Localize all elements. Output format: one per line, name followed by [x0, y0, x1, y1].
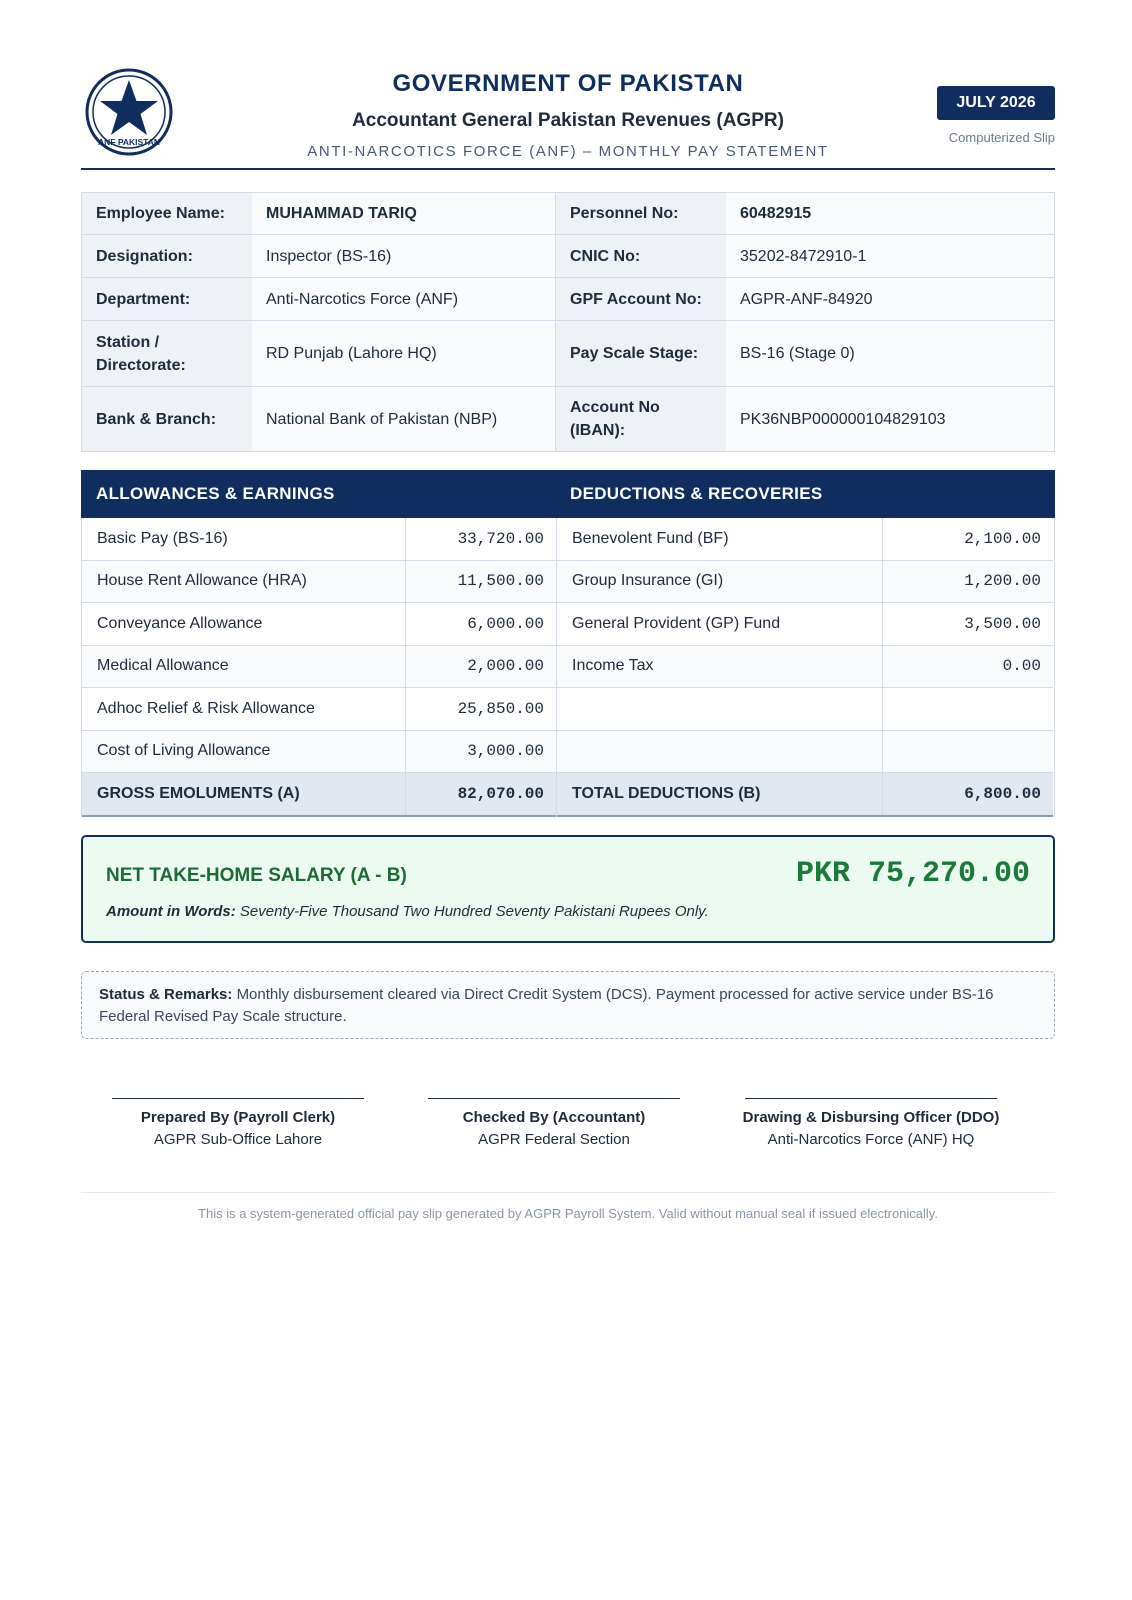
amount-in-words-text: Seventy-Five Thousand Two Hundred Seventy Pakistani Rupees Only. [239, 903, 709, 920]
employee-name-value: MUHAMMAD TARIQ [252, 193, 556, 234]
net-salary-amount: PKR 75,270.00 [795, 857, 1030, 891]
info-label: Bank & Branch: [82, 387, 252, 451]
slip-header [81, 60, 1055, 170]
gpf-account-value: AGPR-ANF-84920 [726, 278, 1053, 320]
info-label: Account No (IBAN): [556, 387, 726, 451]
bank-branch-value: National Bank of Pakistan (NBP) [252, 387, 556, 451]
deductions-column [556, 518, 1053, 817]
info-label: Pay Scale Stage: [556, 321, 726, 386]
deduction-name: Income Tax [557, 646, 883, 688]
iban-value: PK36NBP000000104829103 [726, 387, 1053, 451]
deduction-name: General Provident (GP) Fund [557, 603, 883, 645]
deduction-name: Group Insurance (GI) [557, 561, 883, 603]
total-deductions-amount: 6,800.00 [964, 784, 1041, 803]
deduction-amount [883, 688, 1053, 730]
deduction-name [557, 731, 883, 773]
pay-scale-stage-value: BS-16 (Stage 0) [726, 321, 1053, 386]
info-label: Designation: [82, 235, 252, 277]
earning-amount: 33,720.00 [457, 529, 544, 548]
designation-value: Inspector (BS-16) [252, 235, 556, 277]
signature-block [81, 1098, 1055, 1158]
status-remarks [81, 971, 1055, 1039]
info-row [82, 193, 1054, 235]
deduction-name [557, 688, 883, 730]
earning-row [82, 518, 556, 561]
info-label: Department: [82, 278, 252, 320]
earning-amount: 2,000.00 [467, 657, 544, 676]
cnic-value: 35202-8472910-1 [726, 235, 1053, 277]
ed-body [81, 518, 1055, 817]
station-value: RD Punjab (Lahore HQ) [252, 321, 556, 386]
signature-office: AGPR Federal Section [478, 1131, 630, 1148]
earning-row [82, 561, 556, 604]
info-label: CNIC No: [556, 235, 726, 277]
earnings-column [82, 518, 556, 817]
net-salary-label: NET TAKE-HOME SALARY (A - B) [106, 865, 407, 886]
signature-line [745, 1098, 997, 1099]
signature-role: Prepared By (Payroll Clerk) [140, 1109, 336, 1126]
employee-info-table [81, 192, 1055, 452]
government-title: GOVERNMENT OF PAKISTAN [392, 70, 744, 97]
total-deductions-row [557, 773, 1053, 817]
header-titles [81, 70, 1055, 160]
info-row [82, 235, 1054, 278]
info-row [82, 321, 1054, 387]
signature-office: AGPR Sub-Office Lahore [153, 1131, 323, 1148]
gross-emoluments-row [82, 773, 556, 817]
deduction-row [557, 518, 1053, 561]
earnings-deductions-table [81, 470, 1055, 817]
info-row [82, 278, 1054, 321]
earning-amount: 6,000.00 [467, 614, 544, 633]
earning-amount: 3,000.00 [467, 742, 544, 761]
signature-office: Anti-Narcotics Force (ANF) HQ [767, 1131, 975, 1148]
statement-title: ANTI-NARCOTICS FORCE (ANF) – MONTHLY PAY STATEMENT [307, 143, 829, 160]
earnings-heading: ALLOWANCES & EARNINGS [96, 484, 335, 503]
deduction-amount: 3,500.00 [964, 614, 1041, 633]
earning-row [82, 603, 556, 646]
pay-slip [81, 60, 1055, 1221]
amount-in-words [106, 903, 709, 920]
earning-row [82, 731, 556, 774]
deduction-amount: 1,200.00 [964, 572, 1041, 591]
earning-amount: 11,500.00 [457, 572, 544, 591]
earning-name: Basic Pay (BS-16) [82, 518, 406, 560]
info-label: GPF Account No: [556, 278, 726, 320]
info-label: Station / Directorate: [82, 321, 252, 386]
deduction-row [557, 646, 1053, 689]
signature-line [112, 1098, 364, 1099]
net-salary-box [81, 835, 1055, 943]
earning-row [82, 688, 556, 731]
total-deductions-label: TOTAL DEDUCTIONS (B) [557, 773, 883, 815]
deduction-amount: 0.00 [1002, 657, 1041, 676]
earning-name: Medical Allowance [82, 646, 406, 688]
department-value: Anti-Narcotics Force (ANF) [252, 278, 556, 320]
office-title: Accountant General Pakistan Revenues (AGPR) [352, 110, 784, 131]
deduction-name: Benevolent Fund (BF) [557, 518, 883, 560]
signature-role: Drawing & Disbursing Officer (DDO) [742, 1109, 1000, 1126]
gross-emoluments-amount: 82,070.00 [457, 784, 544, 803]
earning-row [82, 646, 556, 689]
deduction-row-empty [557, 688, 1053, 731]
footer-divider [81, 1192, 1055, 1193]
signature-role: Checked By (Accountant) [462, 1109, 646, 1126]
earning-name: Cost of Living Allowance [82, 731, 406, 773]
seal-text: ANF PAKISTAN [97, 137, 161, 147]
deduction-amount [883, 731, 1053, 773]
deduction-row-empty [557, 731, 1053, 774]
gross-emoluments-label: GROSS EMOLUMENTS (A) [82, 773, 406, 815]
deductions-heading: DEDUCTIONS & RECOVERIES [570, 484, 823, 503]
info-label: Employee Name: [82, 193, 252, 234]
pay-period-badge: JULY 2026 [937, 86, 1055, 120]
remarks-label: Status & Remarks: [99, 986, 233, 1003]
personnel-no-value: 60482915 [726, 193, 1053, 234]
signature-checked-by [404, 1098, 704, 1148]
earning-name: House Rent Allowance (HRA) [82, 561, 406, 603]
slip-type-label: Computerized Slip [948, 130, 1055, 145]
info-label: Personnel No: [556, 193, 726, 234]
earning-amount: 25,850.00 [457, 699, 544, 718]
signature-prepared-by [88, 1098, 388, 1148]
signature-ddo [721, 1098, 1021, 1148]
signature-line [428, 1098, 680, 1099]
ed-header [81, 470, 1055, 518]
amount-in-words-label: Amount in Words: [106, 903, 236, 920]
earning-name: Adhoc Relief & Risk Allowance [82, 688, 406, 730]
deduction-amount: 2,100.00 [964, 529, 1041, 548]
remarks-text: Monthly disbursement cleared via Direct Credit System (DCS). Payment processed for active service under BS-16 Federal Revised Pay Scale structure. [99, 986, 994, 1025]
deduction-row [557, 603, 1053, 646]
info-row [82, 387, 1054, 451]
footer-note: This is a system-generated official pay slip generated by AGPR Payroll System. Valid without manual seal if issued electronically. [198, 1206, 938, 1221]
deduction-row [557, 561, 1053, 604]
earning-name: Conveyance Allowance [82, 603, 406, 645]
